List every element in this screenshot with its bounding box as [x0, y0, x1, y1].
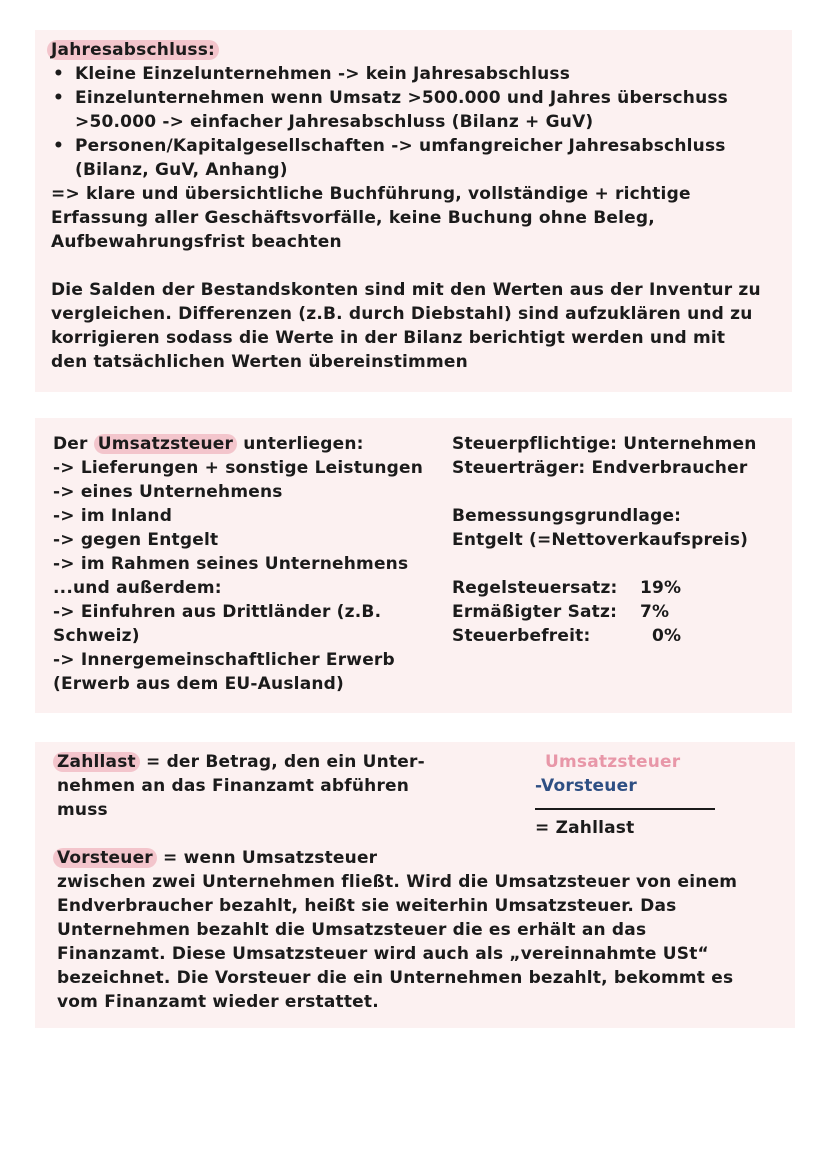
heading-jahresabschluss: Jahresabschluss:	[51, 38, 778, 62]
list-item: -> im Inland	[53, 506, 173, 526]
umsatzsteuer-term: Umsatzsteuer	[94, 434, 237, 454]
zahllast-calculation	[535, 750, 715, 840]
card-jahresabschluss	[35, 30, 792, 392]
list-item: -> Innergemeinschaftlicher Erwerb (Erwerb aus dem EU-Ausland)	[53, 650, 395, 694]
bemessung-label: Bemessungsgrundlage:	[452, 506, 682, 526]
rate-row: Steuerbefreit: 0%	[452, 626, 682, 646]
vorsteuer-paragraph: zwischen zwei Unternehmen fließt. Wird die Umsatzsteuer von einem Endverbraucher bezahlt, heißt sie weiterhin Umsatzsteuer. Das Unternehmen bezahlt die Umsatzsteuer die es erhält an das Finanzamt. Diese Umsatzsteuer wird auch als „vereinnahmte USt“ bezeichnet. Die Vorsteuer die ein Unternehmen bezahlt, bekommt es vom Finanzamt wieder erstattet.	[57, 872, 738, 1012]
zahllast-definition	[57, 750, 437, 822]
zahllast-def: = der Betrag, den ein Unter- nehmen an das Finanzamt abführen muss	[57, 752, 425, 820]
vorsteuer-definition	[57, 846, 787, 1014]
inventur-paragraph: Die Salden der Bestandskonten sind mit den Werten aus der Inventur zu vergleichen. Differenzen (z.B. durch Diebstahl) sind aufzuklären und zu korrigieren sodass die Werte in der Bilanz berichtigt werden und mit den tatsächlichen Werten übereinstimmen	[51, 280, 761, 372]
bullet-item: • Kleine Einzelunternehmen -> kein Jahresabschluss	[51, 62, 778, 86]
list-item: ...und außerdem:	[53, 578, 222, 598]
bullet-item: • Personen/Kapitalgesellschaften -> umfangreicher Jahresabschluss (Bilanz, GuV, Anhang)	[51, 134, 778, 182]
list-item: -> eines Unternehmens	[53, 482, 283, 502]
card-umsatzsteuer	[35, 418, 792, 713]
bullet-item: • Einzelunternehmen wenn Umsatz >500.000 und Jahres überschuss >50.000 -> einfacher Jahresabschluss (Bilanz + GuV)	[51, 86, 735, 134]
bemessung-value: Entgelt (=Nettoverkaufspreis)	[452, 530, 749, 550]
rate-row: Regelsteuersatz: 19%	[452, 578, 682, 598]
zahllast-term: Zahllast	[53, 752, 140, 772]
steuerpflichtige: Steuerpflichtige: Unternehmen	[452, 434, 757, 454]
umsatzsteuer-intro: Der Umsatzsteuer unterliegen:	[53, 434, 364, 454]
bullet-list	[51, 62, 778, 182]
calc-divider	[535, 808, 715, 810]
vorsteuer-def-start: = wenn Umsatzsteuer	[163, 848, 378, 868]
list-item: -> Einfuhren aus Drittländer (z.B. Schweiz)	[53, 602, 382, 646]
calc-vorsteuer: -Vorsteuer	[535, 776, 637, 796]
summary-text: => klare und übersichtliche Buchführung, vollständige + richtige Erfassung aller Geschäftsvorfälle, keine Buchung ohne Beleg, Aufbewahrungsfrist beachten	[51, 184, 691, 252]
vorsteuer-term: Vorsteuer	[53, 848, 157, 868]
umsatzsteuer-left-column	[53, 432, 433, 696]
card-zahllast	[35, 742, 795, 1028]
list-item: -> im Rahmen seines Unternehmens	[53, 554, 409, 574]
calc-result: = Zahllast	[535, 818, 635, 838]
list-item: -> Lieferungen + sonstige Leistungen	[53, 458, 424, 478]
umsatzsteuer-right-column	[452, 432, 787, 648]
rate-row: Ermäßigter Satz: 7%	[452, 602, 670, 622]
steuertraeger: Steuerträger: Endverbraucher	[452, 458, 748, 478]
calc-umsatzsteuer: Umsatzsteuer	[545, 752, 681, 772]
list-item: -> gegen Entgelt	[53, 530, 219, 550]
